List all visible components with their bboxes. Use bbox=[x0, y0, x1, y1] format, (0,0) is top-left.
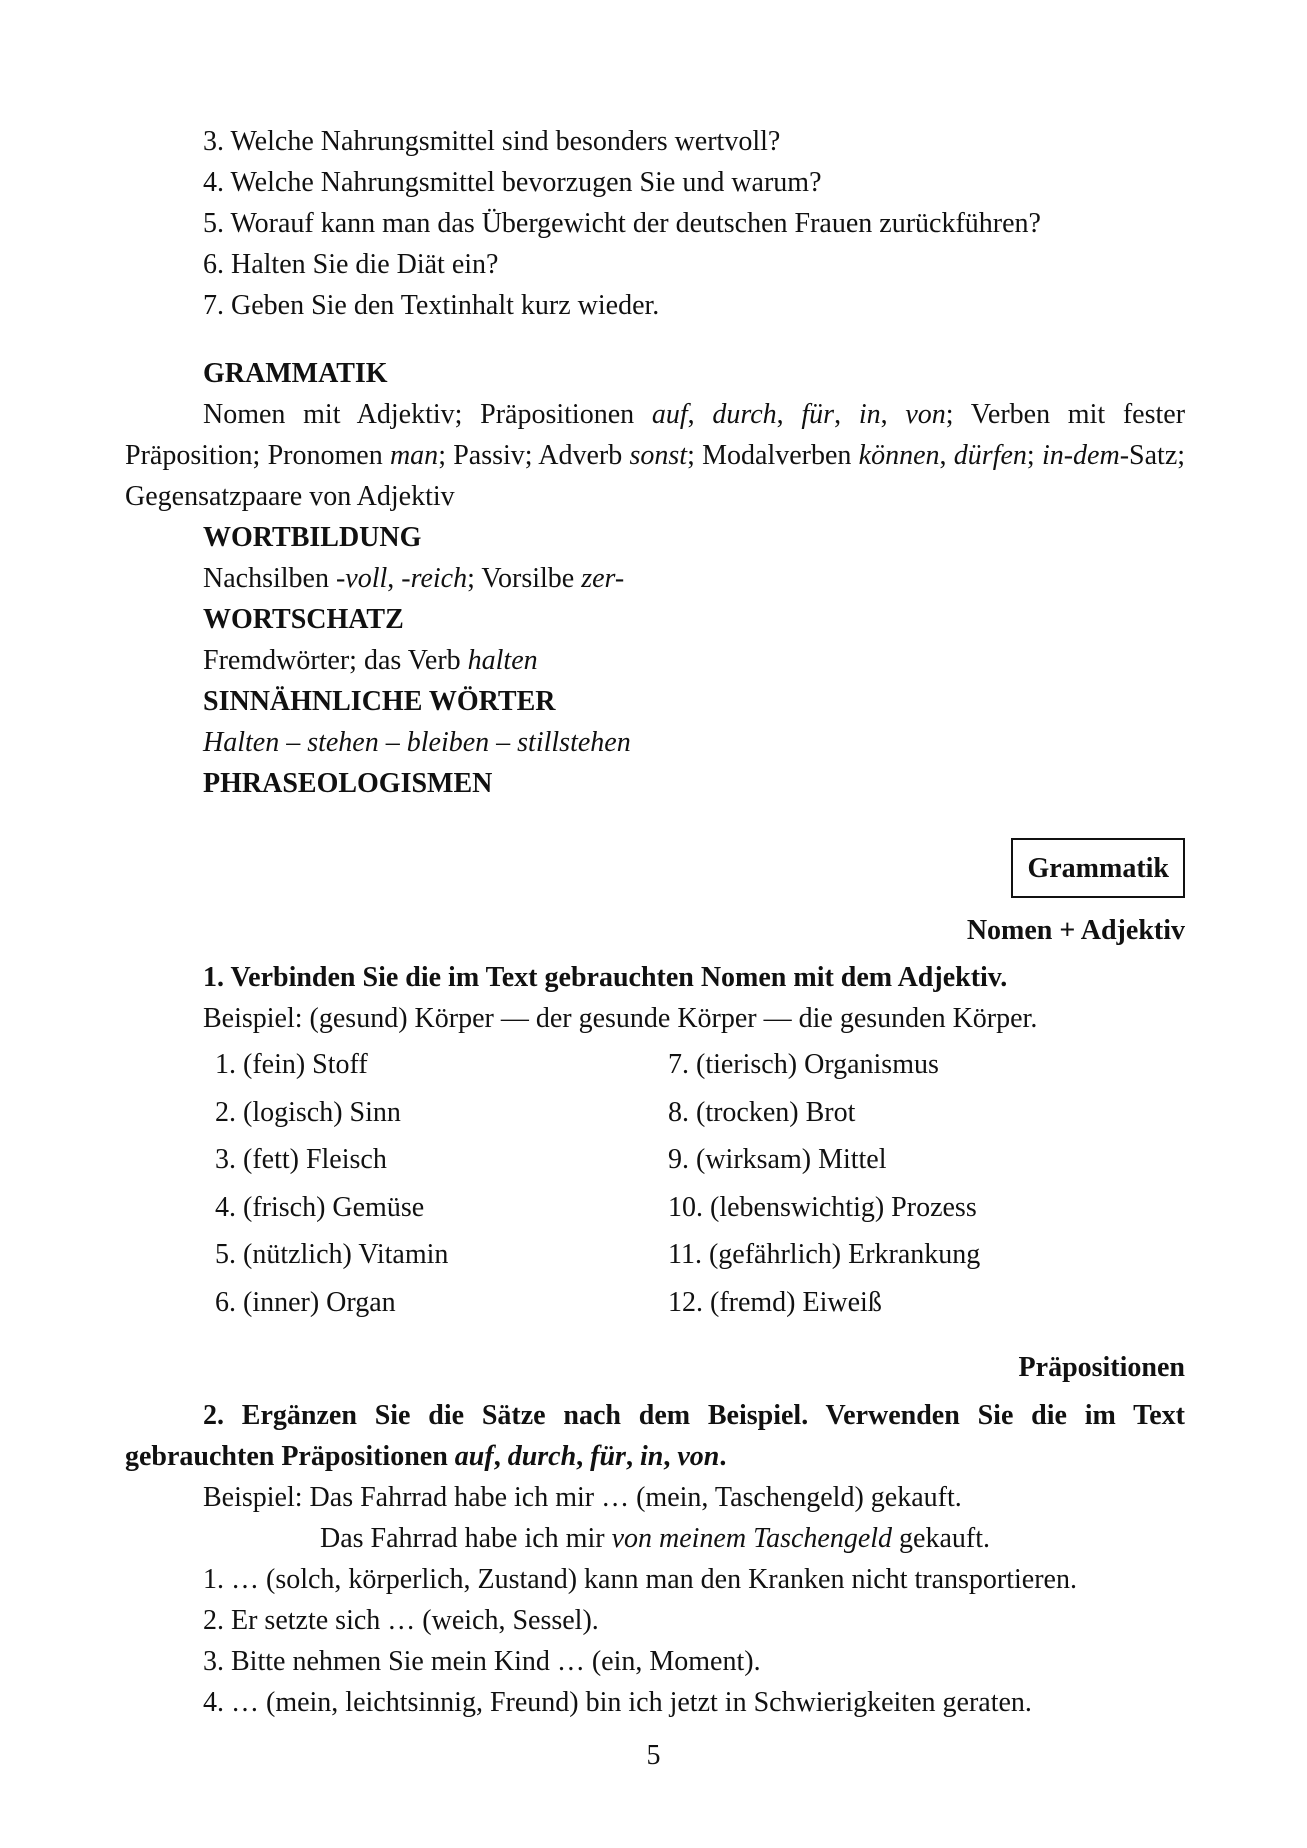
exercise-task: 1. Verbinden Sie die im Text gebrauchten Nomen mit dem Adjektiv. bbox=[203, 962, 1008, 993]
grammatik-box-wrap bbox=[125, 838, 1185, 898]
exercise-sentence: 3. Bitte nehmen Sie mein Kind … (ein, Moment). bbox=[203, 1646, 761, 1677]
italic-run: von meinem Taschengeld bbox=[611, 1523, 893, 1554]
exercise-item: 4. (frisch) Gemüse bbox=[215, 1191, 425, 1223]
text-run: , bbox=[776, 399, 802, 430]
wortbildung-heading: WORTBILDUNG bbox=[203, 522, 422, 553]
exercise-item: 8. (trocken) Brot bbox=[668, 1096, 856, 1128]
exercise-item: 5. (nützlich) Vitamin bbox=[215, 1239, 449, 1270]
wortschatz-heading: WORTSCHATZ bbox=[203, 604, 404, 635]
italic-run: für bbox=[590, 1441, 626, 1472]
exercise-column-right bbox=[668, 1041, 1168, 1326]
italic-run: in-dem bbox=[1041, 440, 1120, 471]
italic-run: von bbox=[677, 1441, 720, 1472]
exercise-column-left bbox=[125, 1041, 668, 1326]
phraseologismen-heading: PHRASEOLOGISMEN bbox=[203, 768, 493, 799]
text-run: , bbox=[880, 399, 906, 430]
exercise-example-answer bbox=[125, 1518, 1185, 1559]
question-item: 5. Worauf kann man das Übergewicht der deutschen Frauen zurückführen? bbox=[203, 208, 1041, 239]
text-run: Fremdwörter; das Verb bbox=[203, 645, 468, 676]
italic-run: können bbox=[858, 440, 940, 471]
text-run: Nachsilben bbox=[203, 563, 336, 594]
sinnaehnliche-words: Halten – stehen – bleiben – stillstehen bbox=[203, 727, 631, 758]
exercise-item: 12. (fremd) Eiweiß bbox=[668, 1286, 882, 1318]
exercise-sentence: 4. … (mein, leichtsinnig, Freund) bin ich jetzt in Schwierigkeiten geraten. bbox=[203, 1687, 1032, 1718]
exercise-item: 11. (gefährlich) Erkrankung bbox=[668, 1239, 981, 1270]
exercise-sentence: 2. Er setzte sich … (weich, Sessel). bbox=[203, 1605, 599, 1636]
text-run: , bbox=[687, 399, 713, 430]
italic-run: durch bbox=[712, 399, 777, 430]
text-run: Nomen mit Adjektiv; Präpositionen bbox=[203, 399, 652, 430]
section-subheading: Nomen + Adjektiv bbox=[966, 915, 1185, 946]
text-run: gekauft. bbox=[892, 1523, 991, 1554]
text-run: , bbox=[493, 1441, 508, 1472]
text-run: , bbox=[939, 440, 954, 471]
text-run: 2. Ergänzen Sie die Sätze nach dem Beispiel. Verwenden Sie die im Text gebrauchten Präpositionen bbox=[125, 1400, 1185, 1472]
text-run: -Satz; Gegensatzpaare von Adjektiv bbox=[125, 440, 1186, 512]
exercise-task bbox=[125, 1395, 1185, 1477]
grammatik-heading: GRAMMATIK bbox=[203, 358, 388, 389]
text-run: ; Verben mit fester Präposition; Pronomen bbox=[125, 399, 1186, 471]
italic-run: man bbox=[389, 440, 439, 471]
italic-run: sonst bbox=[629, 440, 688, 471]
exercise-item: 10. (lebenswichtig) Prozess bbox=[668, 1191, 977, 1223]
text-run: . bbox=[719, 1441, 727, 1472]
italic-run: in bbox=[639, 1441, 664, 1472]
wortbildung-topics bbox=[125, 558, 1185, 599]
exercise-item: 1. (fein) Stoff bbox=[215, 1049, 368, 1080]
document-body bbox=[125, 121, 1185, 1723]
question-item: 6. Halten Sie die Diät ein? bbox=[203, 249, 499, 280]
page-number: 5 bbox=[646, 1740, 661, 1771]
italic-run: -voll bbox=[335, 563, 388, 594]
grammatik-box: Grammatik bbox=[1011, 838, 1185, 898]
lesson-overview bbox=[125, 353, 1185, 804]
exercise-example: Beispiel: Das Fahrrad habe ich mir … (mein, Taschengeld) gekauft. bbox=[203, 1482, 962, 1513]
text-run: , bbox=[663, 1441, 678, 1472]
text-run: ; bbox=[1026, 440, 1042, 471]
italic-run: -reich bbox=[401, 563, 468, 594]
italic-run: auf bbox=[651, 399, 688, 430]
exercise-example: Beispiel: (gesund) Körper — der gesunde Körper — die gesunden Körper. bbox=[203, 1003, 1038, 1034]
exercise-columns bbox=[125, 1041, 1185, 1326]
exercise-item: 9. (wirksam) Mittel bbox=[668, 1144, 887, 1175]
question-item: 7. Geben Sie den Textinhalt kurz wieder. bbox=[203, 290, 660, 321]
exercise-sentence: 1. … (solch, körperlich, Zustand) kann man den Kranken nicht transportieren. bbox=[203, 1564, 1077, 1595]
italic-run: halten bbox=[467, 645, 538, 676]
text-run: , bbox=[834, 399, 859, 430]
question-list bbox=[125, 121, 1185, 326]
text-run: , bbox=[387, 563, 402, 594]
italic-run: für bbox=[801, 399, 835, 430]
grammatik-topics bbox=[125, 394, 1185, 517]
text-run: , bbox=[576, 1441, 591, 1472]
sinnaehnliche-heading: SINNÄHNLICHE WÖRTER bbox=[203, 686, 556, 717]
text-run: Das Fahrrad habe ich mir bbox=[320, 1523, 612, 1554]
exercise-item: 7. (tierisch) Organismus bbox=[668, 1049, 939, 1080]
italic-run: zer- bbox=[581, 563, 625, 594]
italic-run: in bbox=[858, 399, 881, 430]
text-run: , bbox=[625, 1441, 640, 1472]
question-item: 4. Welche Nahrungsmittel bevorzugen Sie und warum? bbox=[203, 167, 822, 198]
section-subheading: Präpositionen bbox=[1018, 1352, 1185, 1383]
text-run: ; Passiv; Adverb bbox=[438, 440, 630, 471]
question-item: 3. Welche Nahrungsmittel sind besonders wertvoll? bbox=[203, 126, 781, 157]
italic-run: auf bbox=[454, 1441, 494, 1472]
italic-run: durch bbox=[507, 1441, 577, 1472]
exercise-item: 3. (fett) Fleisch bbox=[215, 1144, 387, 1175]
exercise-item: 6. (inner) Organ bbox=[215, 1286, 396, 1318]
text-run: ; Vorsilbe bbox=[467, 563, 582, 594]
exercise-item: 2. (logisch) Sinn bbox=[215, 1096, 401, 1128]
italic-run: dürfen bbox=[953, 440, 1027, 471]
text-run: ; Modalverben bbox=[687, 440, 859, 471]
italic-run: von bbox=[905, 399, 946, 430]
wortschatz-topics bbox=[125, 640, 1185, 681]
